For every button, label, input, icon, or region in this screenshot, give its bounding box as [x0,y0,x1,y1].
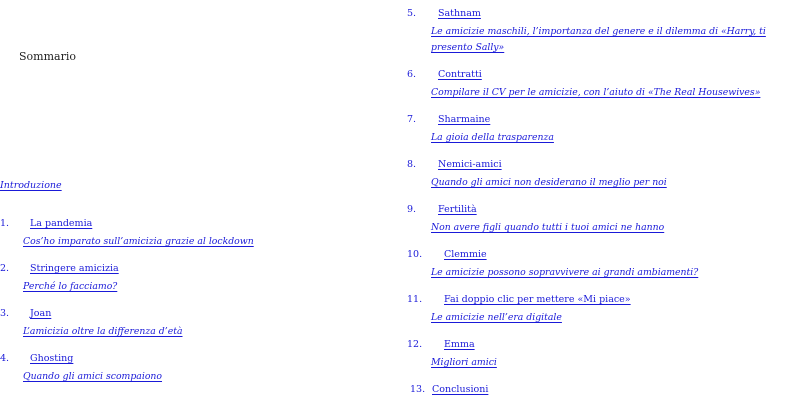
toc-chapter-11 [407,294,787,326]
toc-chapter-subtitle-link[interactable]: Cos’ho imparato sull’amicizia grazie al lockdown [23,236,254,247]
chapter-title: Stringere amicizia [30,263,119,274]
chapter-title: Nemici-amici [438,159,502,170]
toc-chapter-subtitle-link[interactable]: Perché lo facciamo? [23,281,118,292]
toc-chapter-subtitle-link[interactable]: Quando gli amici scompaiono [23,371,163,382]
chapter-number: 4. [0,353,10,364]
toc-chapter-4 [0,353,380,385]
chapter-number: 1. [0,218,10,229]
toc-chapter-9 [407,204,787,236]
chapter-title: Clemmie [444,249,487,260]
toc-chapter-title-link[interactable] [407,69,787,81]
chapter-title: Conclusioni [432,384,489,395]
toc-chapter-subtitle-link[interactable]: Migliori amici [431,357,497,368]
chapter-title: Fertilità [438,204,477,215]
chapter-number: 3. [0,308,10,319]
chapter-number: 12. [407,339,423,350]
toc-chapter-7 [407,114,787,146]
toc-chapter-5 [407,8,787,56]
toc-chapter-6 [407,69,787,101]
chapter-title: Emma [444,339,475,350]
toc-chapter-title-link[interactable] [407,8,787,20]
toc-chapter-subtitle-link[interactable]: Non avere figli quando tutti i tuoi amici ne hanno [431,222,665,233]
chapter-number: 9. [407,204,417,215]
chapter-number: 13. [410,384,426,395]
chapter-number: 7. [407,114,417,125]
chapter-title: Sharmaine [438,114,491,125]
toc-chapter-subtitle-link[interactable]: Le amicizie possono sopravvivere ai grandi ambiamenti? [431,267,699,278]
toc-chapter-12 [407,339,787,371]
toc-chapter-2 [0,263,380,295]
toc-chapter-title-link[interactable] [0,353,380,365]
toc-heading: Sommario [19,50,76,63]
chapter-title: Contratti [438,69,482,80]
chapter-title: Ghosting [30,353,74,364]
toc-chapter-title-link[interactable] [0,308,380,320]
toc-chapter-title-link[interactable] [407,204,787,216]
toc-chapter-subtitle-link[interactable]: L’amicizia oltre la differenza d’età [23,326,183,337]
chapter-number: 2. [0,263,10,274]
toc-chapter-title-link[interactable] [407,159,787,171]
toc-chapter-10 [407,249,787,281]
chapter-number: 8. [407,159,417,170]
toc-chapter-subtitle-link[interactable]: Quando gli amici non desiderano il meglio per noi [431,177,667,188]
toc-chapter-subtitle-link[interactable]: La gioia della trasparenza [431,132,554,143]
toc-chapter-title-link[interactable] [0,263,380,275]
chapter-number: 11. [407,294,423,305]
toc-chapter-title-link[interactable] [407,339,787,351]
toc-chapter-title-link[interactable] [407,249,787,261]
toc-chapter-title-link[interactable] [410,384,790,396]
chapter-number: 10. [407,249,423,260]
toc-chapter-1 [0,218,380,250]
toc-chapter-subtitle-link[interactable]: Compilare il CV per le amicizie, con l’aiuto di «The Real Housewives» [431,87,761,98]
toc-chapter-3 [0,308,380,340]
toc-chapter-subtitle-link[interactable]: Le amicizie nell’era digitale [431,312,562,323]
chapter-number: 6. [407,69,417,80]
toc-chapter-title-link[interactable] [407,114,787,126]
toc-chapter-title-link[interactable] [407,294,787,306]
toc-chapter-13 [410,384,790,396]
chapter-title: Joan [30,308,52,319]
toc-chapter-8 [407,159,787,191]
chapter-title: Sathnam [438,8,481,19]
chapter-title: La pandemia [30,218,93,229]
chapter-title: Fai doppio clic per mettere «Mi piace» [444,294,631,305]
toc-link-introduzione[interactable]: Introduzione [0,180,62,191]
toc-chapter-subtitle-link[interactable]: Le amicizie maschili, l’importanza del genere e il dilemma di «Harry, ti presento Sally» [431,26,766,53]
chapter-number: 5. [407,8,417,19]
toc-chapter-title-link[interactable] [0,218,380,230]
